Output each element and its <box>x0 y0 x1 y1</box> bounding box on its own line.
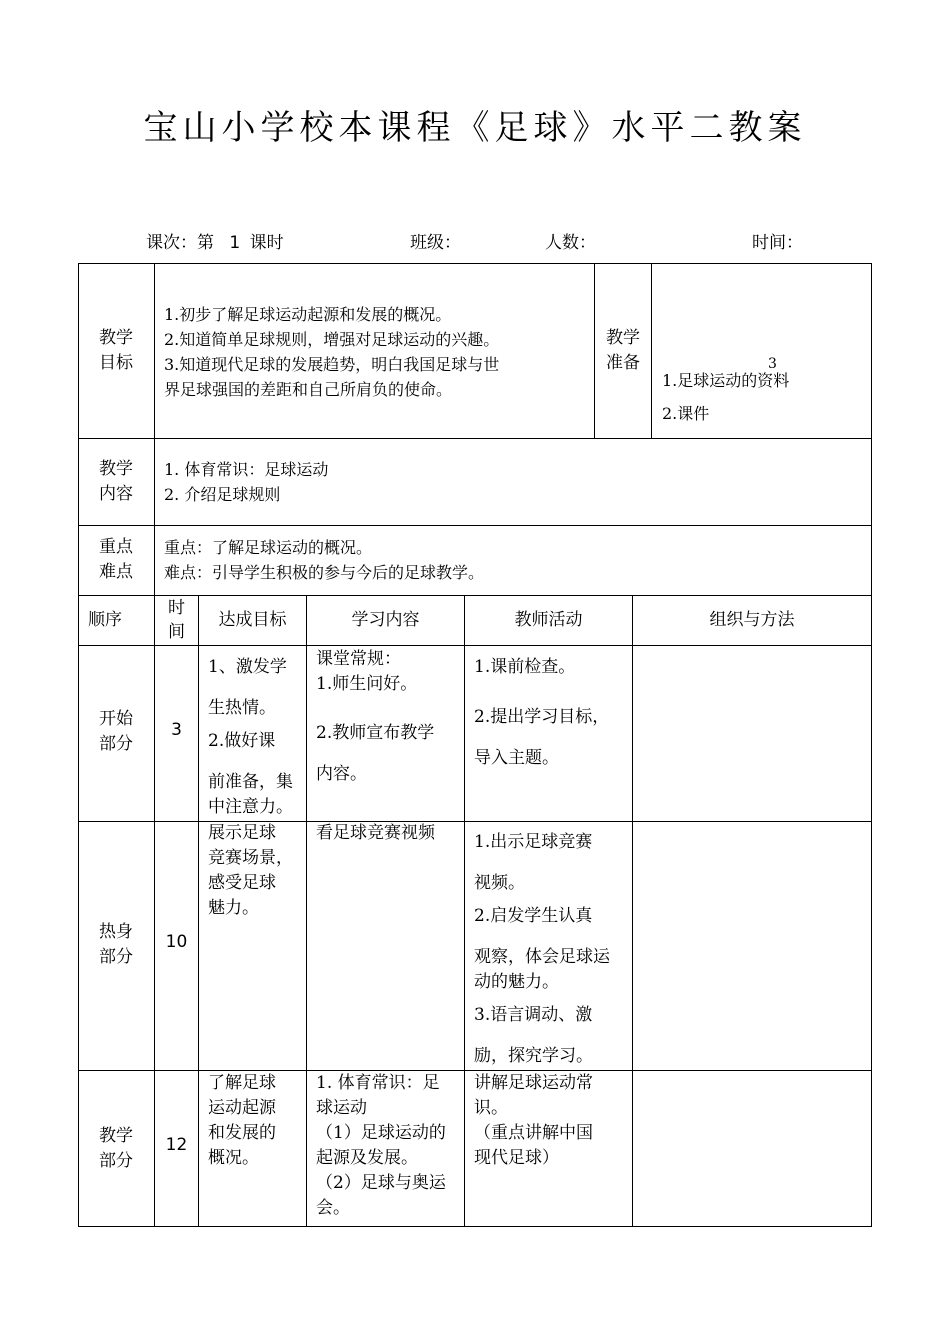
goals-list <box>164 302 499 402</box>
header-teacher: 教师活动 <box>514 610 583 630</box>
keypoints-label: 重点 难点 <box>99 537 133 582</box>
page-title: 宝山小学校本课程《足球》水平二教案 <box>143 108 807 148</box>
goal-item: 1.初步了解足球运动起源和发展的概况。 <box>164 305 452 324</box>
content-item: 2. 介绍足球规则 <box>164 485 281 504</box>
row-warmup-content: 看足球竞赛视频 <box>316 823 435 843</box>
header-goal: 达成目标 <box>218 610 287 630</box>
keypoint-item: 难点：引导学生积极的参与今后的足球教学。 <box>164 563 485 582</box>
row-teaching-goal: 了解足球 运动起源 和发展的 概况。 <box>208 1073 276 1168</box>
count-label: 人数： <box>545 233 596 253</box>
stray-mark: 3 <box>768 356 777 372</box>
prep-item: 1.足球运动的资料 <box>662 371 790 390</box>
row-warmup-time: 10 <box>165 932 188 952</box>
prep-label: 教学 准备 <box>606 328 640 373</box>
row-start-order: 开始 部分 <box>99 709 133 754</box>
goals-label: 教学 目标 <box>99 328 133 373</box>
keypoint-item: 重点：了解足球运动的概况。 <box>164 538 373 557</box>
header-order: 顺序 <box>88 610 122 630</box>
lesson-number-field <box>146 228 284 253</box>
content-item: 1. 体育常识：足球运动 <box>164 460 329 479</box>
lesson-unit: 课时 <box>249 233 284 253</box>
header-time: 时 间 <box>168 598 185 642</box>
class-label: 班级： <box>410 233 461 253</box>
row-start-goal: 1、激发学 生热情。 2.做好课 前准备，集 中注意力。 <box>208 657 293 817</box>
content-list <box>164 457 328 507</box>
row-start-teacher: 1.课前检查。 2.提出学习目标， 导入主题。 <box>474 657 610 768</box>
header-method: 组织与方法 <box>709 610 795 630</box>
goal-item: 2.知道简单足球规则，增强对足球运动的兴趣。 <box>164 330 500 349</box>
row-start-content: 课堂常规： 1.师生问好。 2.教师宣布教学 内容。 <box>316 649 435 784</box>
prep-list <box>662 364 789 430</box>
row-teaching-order: 教学 部分 <box>99 1126 133 1171</box>
row-warmup-order: 热身 部分 <box>99 922 133 967</box>
lesson-label: 课次：第 <box>146 233 214 253</box>
header-content: 学习内容 <box>351 610 420 630</box>
row-teaching-time: 12 <box>165 1135 188 1155</box>
goal-item: 3.知道现代足球的发展趋势，明白我国足球与世 <box>164 355 500 374</box>
prep-item: 2.课件 <box>662 404 710 423</box>
goal-item: 界足球强国的差距和自己所肩负的使命。 <box>164 380 453 399</box>
lesson-number: 1 <box>229 233 241 253</box>
row-teaching-teacher: 讲解足球运动常 识。 （重点讲解中国 现代足球） <box>474 1073 593 1168</box>
row-teaching-content: 1. 体育常识：足 球运动 （1）足球运动的 起源及发展。 （2）足球与奥运 会。 <box>316 1073 446 1218</box>
time-label: 时间： <box>752 233 803 253</box>
row-start-time: 3 <box>171 720 182 740</box>
content-label: 教学 内容 <box>99 459 133 504</box>
row-warmup-teacher: 1.出示足球竞赛 视频。 2.启发学生认真 观察，体会足球运 动的魅力。 3.语言调动、激 励，探究学习。 <box>474 832 610 1066</box>
row-warmup-goal: 展示足球 竞赛场景， 感受足球 魅力。 <box>208 823 293 918</box>
keypoints-list <box>164 535 484 585</box>
